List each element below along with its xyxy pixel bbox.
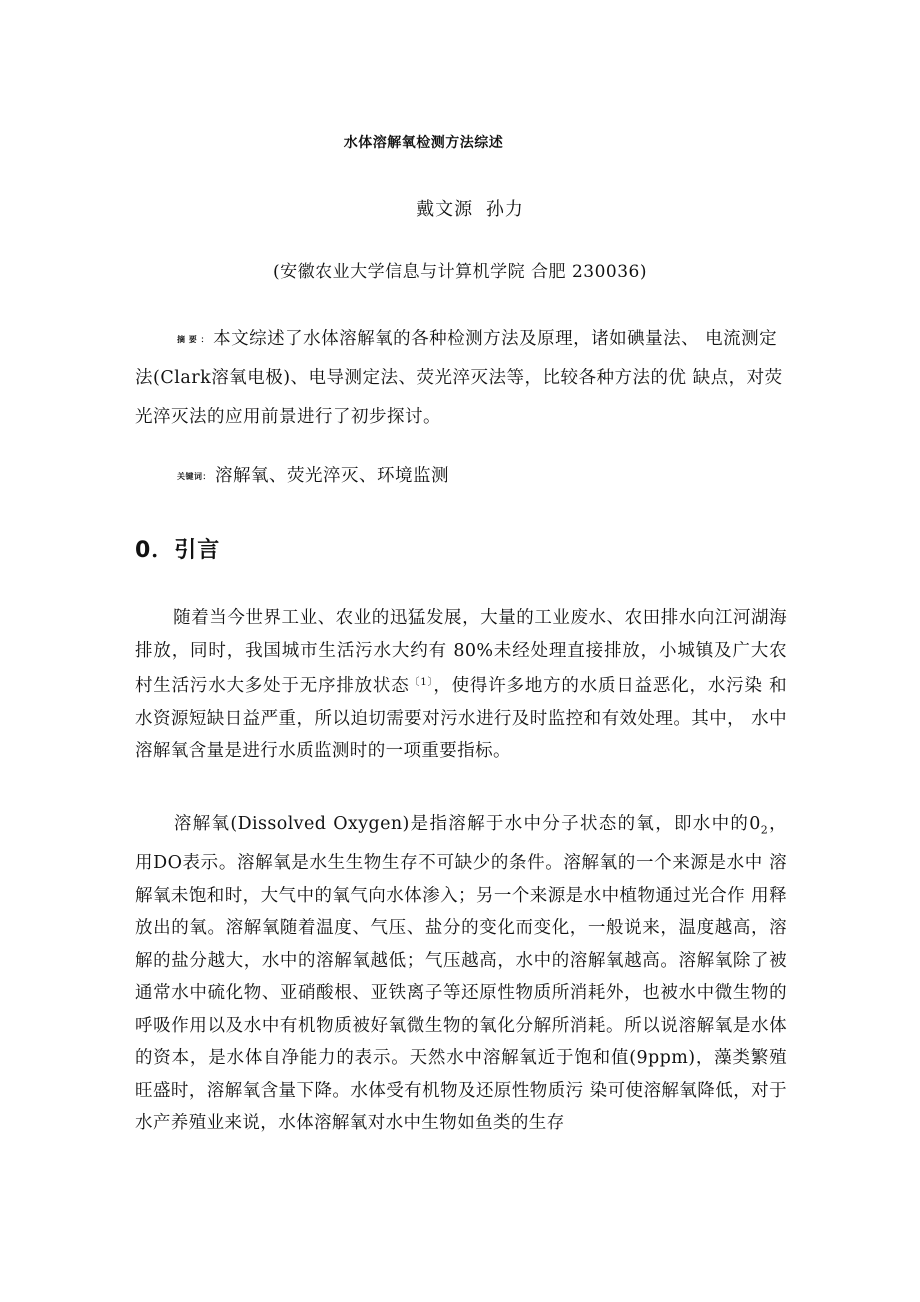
citation-marker: 〔1〕	[409, 677, 434, 688]
paragraph2-text-b: ， 用DO表示。溶解氧是水生生物生存不可缺少的条件。溶解氧的一个来源是水中 溶解氧未饱和时，大气中的氧气向水体渗入；另一个来源是水中植物通过光合作 用释放出的氧。溶解氧随着温度、气压、盐分的变化而变化，一般说来，温度越高，溶解的盐分越大，水中的溶解氧越低；气压越高，水中的溶解氧越高。溶解氧除了被通常水中硫化物、亚硝酸根、亚铁离子等还原性物质所消耗外，也被水中微生物的呼吸作用以及水中有机物质被好氧微生物的氧化分解所消耗。所以说溶解氧是水体的资本，是水体自净能力的表示。天然水中溶解氧近于饱和值(9ppm)，藻类繁殖旺盛时，溶解氧含量下降。水体受有机物及还原性物质污 染可使溶解氧降低，对于水产养殖业来说，水体溶解氧对水中生物如鱼类的生存	[135, 814, 787, 1133]
author-names: 戴文源 孙力	[416, 199, 524, 220]
keywords-label: 关键词：	[177, 472, 211, 481]
keywords-block	[177, 462, 797, 487]
body-paragraph-1	[135, 602, 787, 768]
paragraph2-text-a: 溶解氧(Dissolved Oxygen)是指溶解于水中分子状态的氧，即水中的0	[173, 814, 761, 834]
paragraph1-text-a: 随着当今世界工业、农业的迅猛发展，大量的工业废水、农田排水向江河湖海排放，同时，我国城市生活污水大约有 80%未经处理直接排放，小城镇及广大农村生活污水大多处于无序排放状态	[135, 608, 787, 696]
keywords-text: 溶解氧、荧光淬灭、环境监测	[215, 466, 449, 486]
paper-title: 水体溶解氧检测方法综述	[343, 135, 504, 151]
paragraph1-text-b: ，使得许多地方的水质日益恶化，水污染 和水资源短缺日益严重，所以迫切需要对污水进行及时监控和有效处理。其中， 水中溶解氧含量是进行水质监测时的一项重要指标。	[135, 676, 788, 761]
body-paragraph-2	[135, 808, 787, 1140]
author-affiliation: (安徽农业大学信息与计算机学院 合肥 230036)	[273, 262, 647, 282]
abstract-block	[135, 320, 785, 437]
oxygen-subscript: 2	[760, 823, 769, 837]
abstract-text: 本文综述了水体溶解氧的各种检测方法及原理，诸如碘量法、 电流测定法(Clark溶氧电极)、电导测定法、荧光淬灭法等，比较各种方法的优 缺点，对荧光淬灭法的应用前景进行了初步探讨。	[135, 329, 783, 427]
section-heading: 0．引言	[135, 538, 221, 563]
abstract-label: 摘 要 ：	[177, 335, 210, 344]
